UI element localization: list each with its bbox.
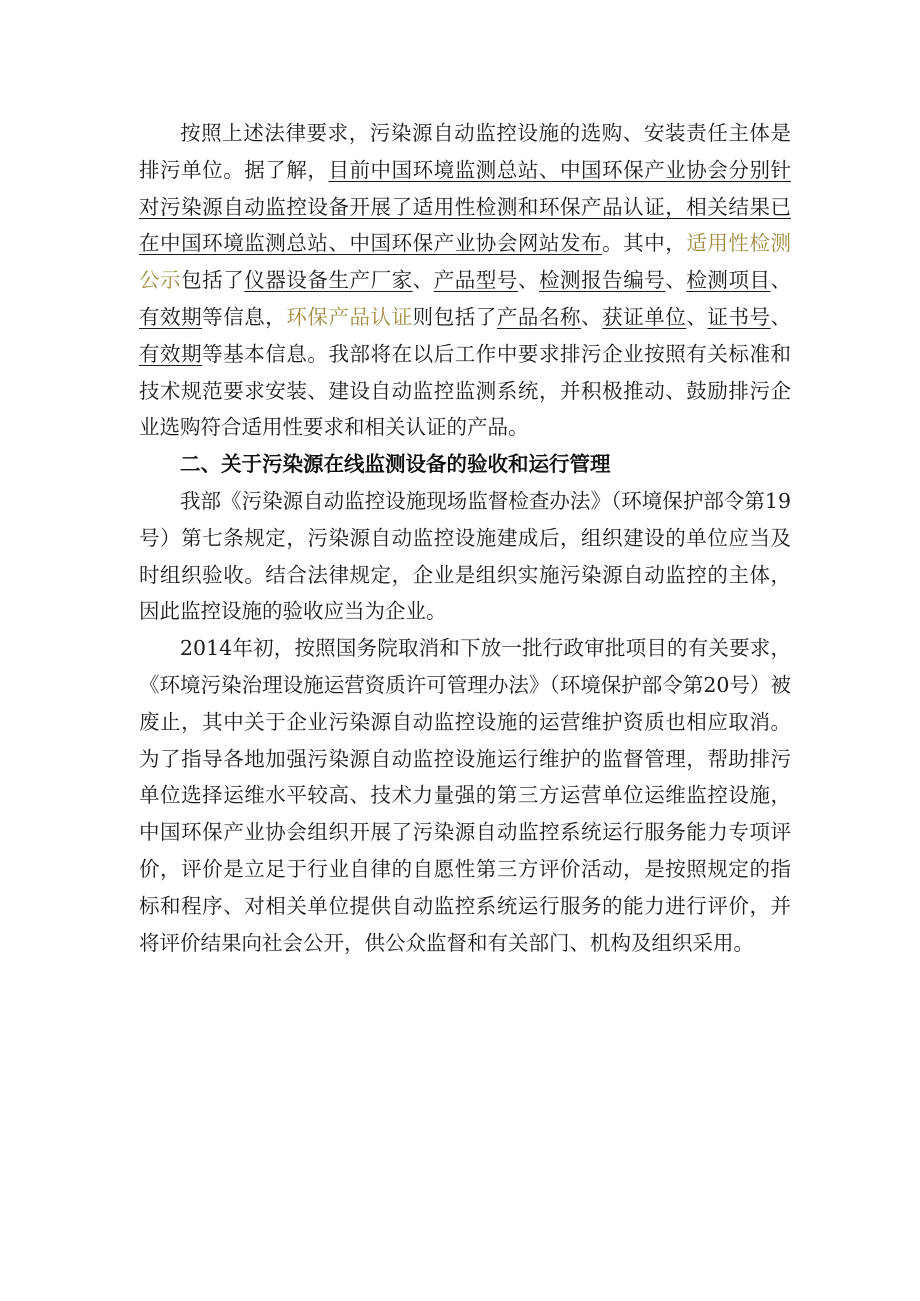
highlighted-term: 适用性检测公示 xyxy=(139,231,792,293)
underlined-run: 有效期 xyxy=(139,304,203,329)
highlighted-term: 环保产品认证 xyxy=(286,304,413,329)
paragraph-operation-management: 2014年初，按照国务院取消和下放一批行政审批项目的有关要求，《环境污染治理设施运营资质许可管理办法》（环境保护部令第20号）被废止，其中关于企业污染源自动监控设施的运营维护资质也相应取消。为了指导各地加强污染源自动监控设施运行维护的监督管理，帮助排污单位选择运维水平较高、技术力量强的第三方运营单位运维监控设施，中国环保产业协会组织开展了污染源自动监控系统运行服务能力专项评价，评价是立足于行业自律的自愿性第三方评价活动，是按照规定的指标和程序、对相关单位提供自动监控系统运行服务的能力进行评价，并将评价结果向社会公开，供公众监督和有关部门、机构及组织采用。 xyxy=(139,636,791,955)
text-run: 包括了 xyxy=(181,268,245,293)
paragraph-selection-responsibility xyxy=(139,115,791,446)
text-run: 等基本信息。我部将在以后工作中要求排污企业按照有关标准和技术规范要求安装、建设自动监控监测系统，并积极推动、鼓励排污企业选购符合适用性要求和相关认证的产品。 xyxy=(139,341,792,440)
text-run: 。其中， xyxy=(602,231,687,256)
text-run: 、 xyxy=(412,268,434,293)
text-run: 、 xyxy=(770,304,792,329)
underlined-run: 产品名称 xyxy=(496,304,582,329)
underlined-run: 证书号 xyxy=(707,304,771,329)
text-run: 、 xyxy=(517,268,539,293)
underlined-run: 有效期 xyxy=(139,341,203,366)
text-run: 则包括了 xyxy=(412,304,497,329)
text-run: 等信息， xyxy=(202,304,287,329)
underlined-run: 产品型号 xyxy=(433,268,518,293)
text-run: 按照上述法律要求，污染源自动监控设施的选购、安装责任主体是排污单位。据了解， xyxy=(139,121,791,182)
section-heading: 二、关于污染源在线监测设备的验收和运行管理 xyxy=(180,452,611,477)
text-run: 、 xyxy=(581,304,603,329)
paragraph-acceptance: 我部《污染源自动监控设施现场监督检查办法》（环境保护部令第19号）第七条规定，污染源自动监控设施建成后，组织建设的单位应当及时组织验收。结合法律规定，企业是组织实施污染源自动监控的主体，因此监控设施的验收应当为企业。 xyxy=(139,488,791,624)
document-body xyxy=(139,115,791,961)
underlined-run: 检测报告编号 xyxy=(539,268,666,293)
text-run: 、 xyxy=(686,304,708,329)
underlined-run: 目前中国环境监测总站、中国环保产业协会分别针对污染源自动监控设备开展了适用性检测和环保产品认证，相关结果已在中国环境监测总站、中国环保产业协会网站发布 xyxy=(139,157,792,256)
underlined-run: 仪器设备生产厂家 xyxy=(244,268,413,293)
text-run: 、 xyxy=(665,268,687,293)
text-run: 、 xyxy=(770,268,792,293)
underlined-run: 获证单位 xyxy=(602,304,687,329)
underlined-run: 检测项目 xyxy=(686,268,771,293)
